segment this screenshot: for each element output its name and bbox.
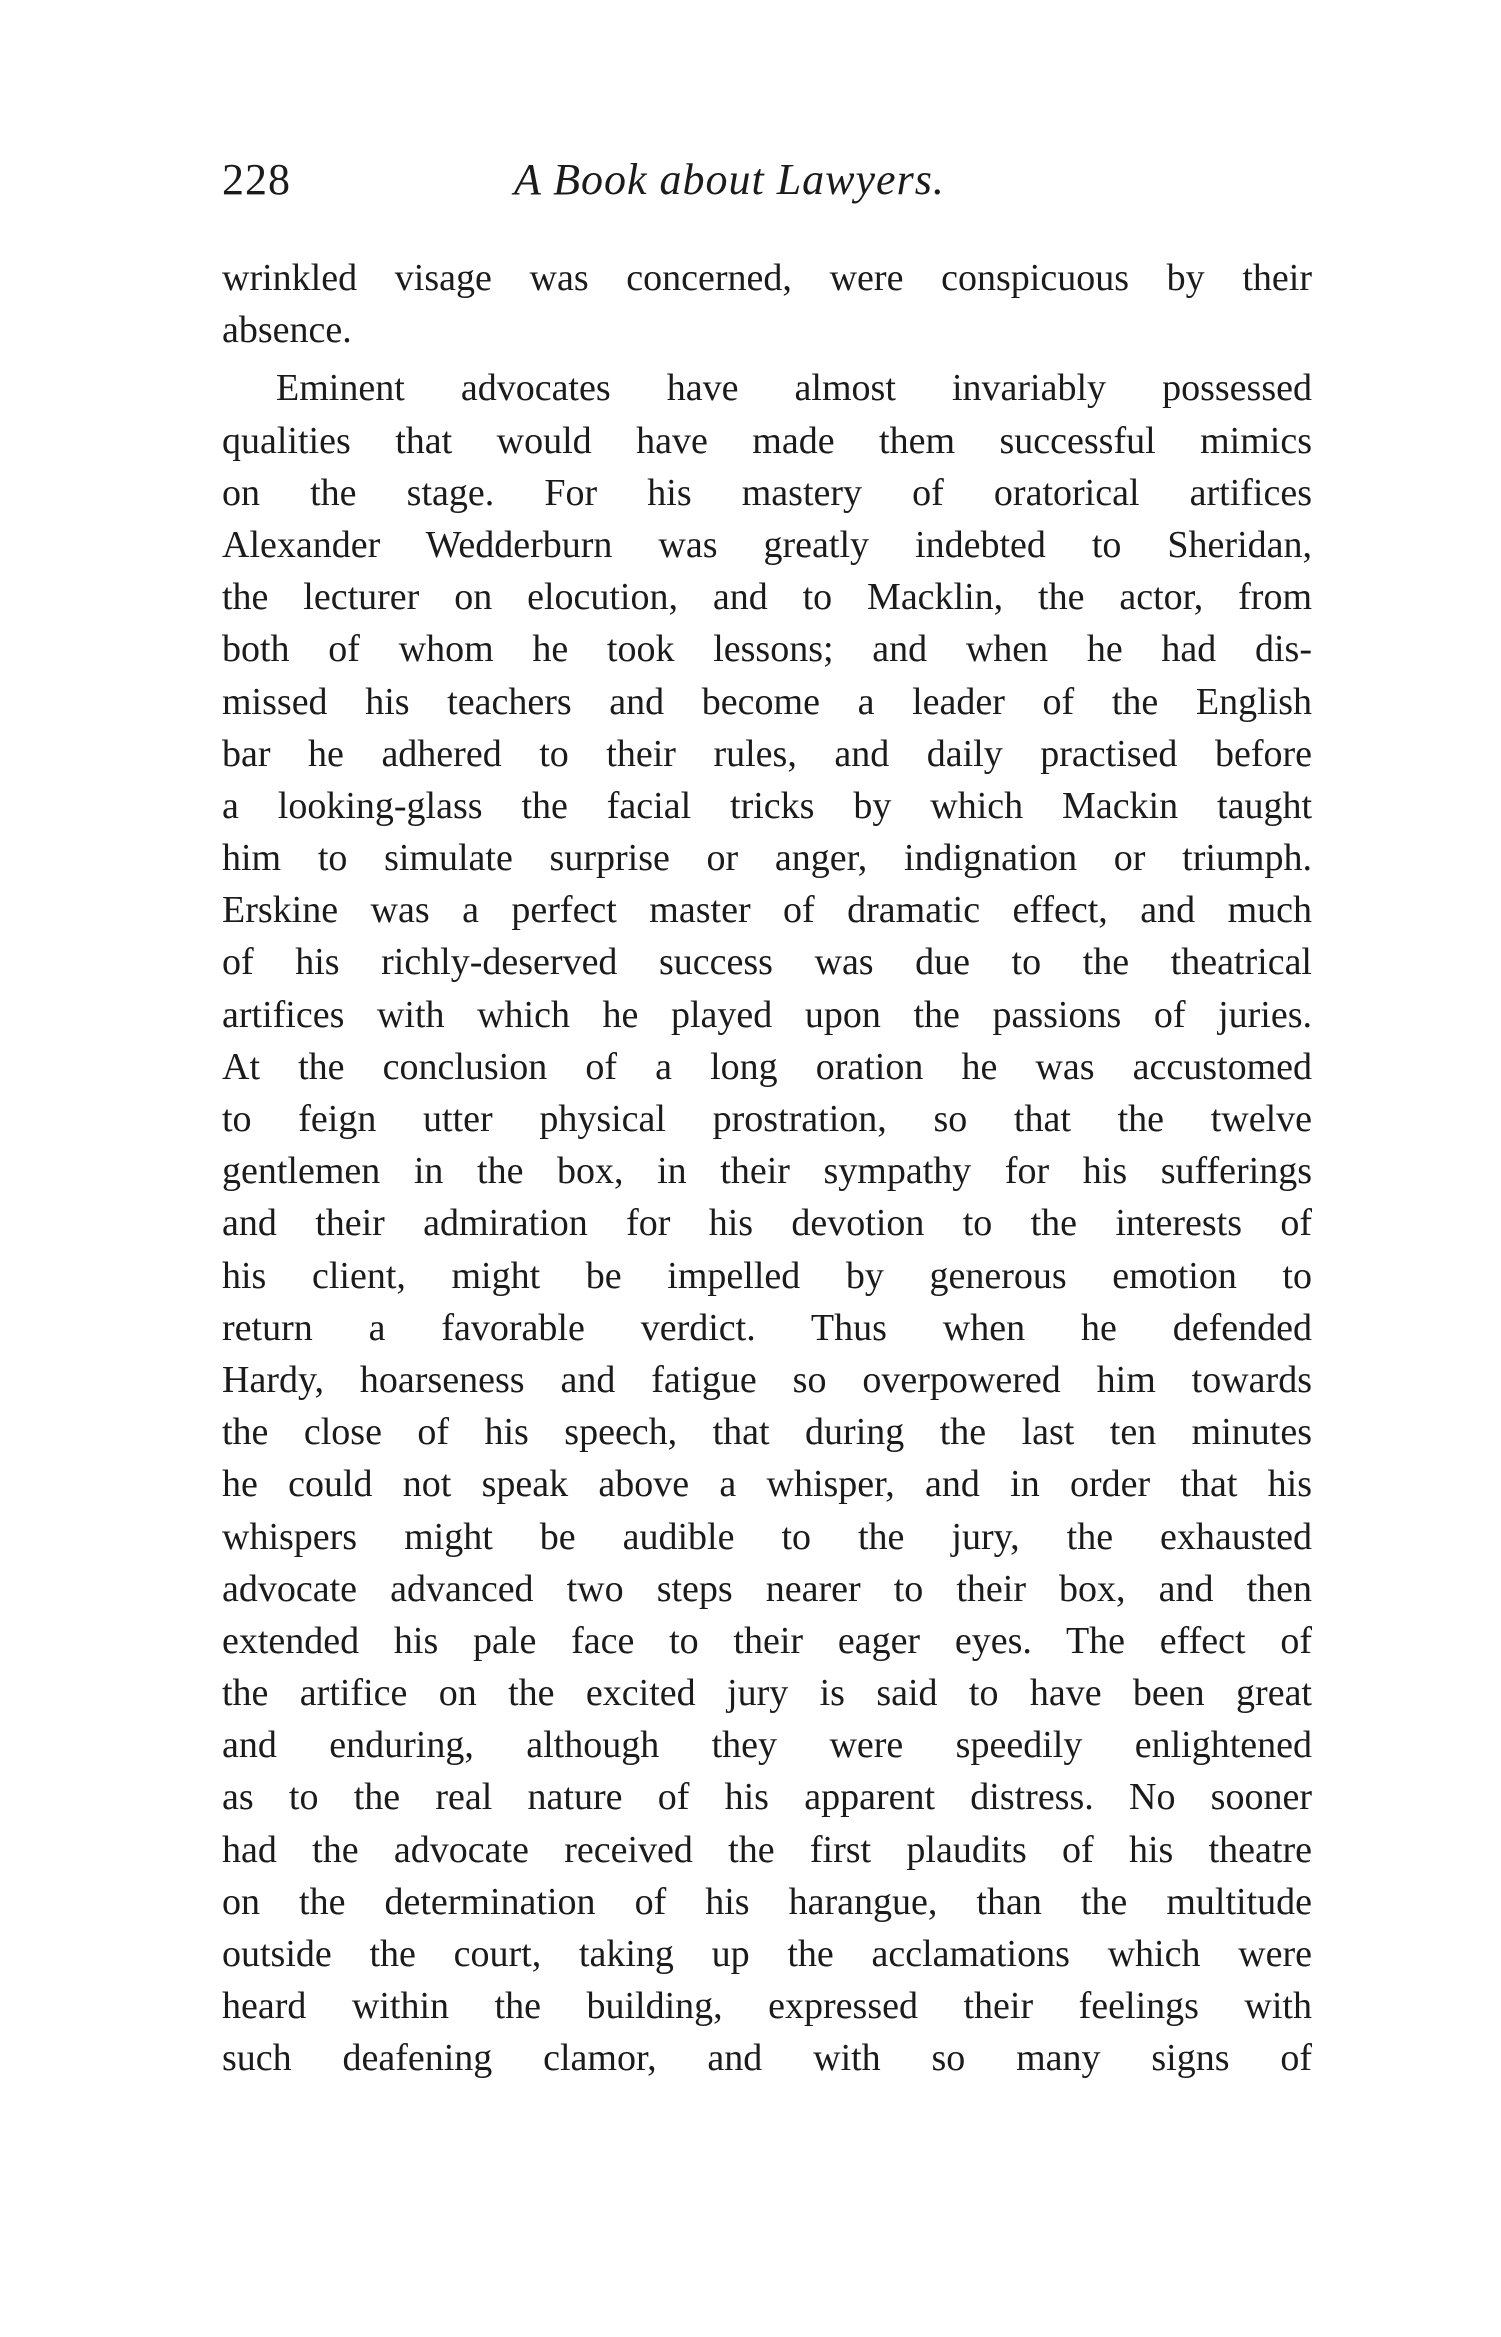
text-line: and enduring, although they were speedily enlightened xyxy=(222,1724,1312,1767)
text-line: artifices with which he played upon the passions of juries. xyxy=(222,993,1312,1036)
text-line: to feign utter physical prostration, so that the twelve xyxy=(222,1098,1312,1140)
text-line: outside the court, taking up the acclamations which were xyxy=(222,1933,1312,1975)
text-line: and their admiration for his devotion to the interests of xyxy=(222,1202,1312,1245)
body-text xyxy=(222,252,1312,2085)
text-line: on the stage. For his mastery of oratorical artifices xyxy=(222,471,1312,514)
text-line: as to the real nature of his apparent distress. No sooner xyxy=(222,1776,1312,1819)
text-line: of his richly-deserved success was due to the theatrical xyxy=(222,941,1312,984)
text-line: the close of his speech, that during the last ten minutes xyxy=(222,1411,1312,1454)
page-number: 228 xyxy=(222,155,291,204)
text-line: extended his pale face to their eager eyes. The effect of xyxy=(222,1619,1312,1662)
text-line: Hardy, hoarseness and fatigue so overpowered him towards xyxy=(222,1358,1312,1401)
text-line: a looking-glass the facial tricks by which Mackin taught xyxy=(222,784,1312,827)
text-line: gentlemen in the box, in their sympathy for his sufferings xyxy=(222,1150,1312,1193)
text-line: advocate advanced two steps nearer to their box, and then xyxy=(222,1567,1312,1610)
text-line: both of whom he took lessons; and when he had dis- xyxy=(222,628,1312,671)
text-line: he could not speak above a whisper, and in order that his xyxy=(222,1463,1312,1506)
text-line: heard within the building, expressed their feelings with xyxy=(222,1985,1312,2028)
text-line: return a favorable verdict. Thus when he defended xyxy=(222,1306,1312,1349)
text-line: At the conclusion of a long oration he was accustomed xyxy=(222,1045,1312,1088)
text-line: such deafening clamor, and with so many signs of xyxy=(222,2037,1312,2080)
text-line: him to simulate surprise or anger, indignation or triumph. xyxy=(222,837,1312,880)
text-line: on the determination of his harangue, than the multitude xyxy=(222,1880,1312,1923)
text-line: the lecturer on elocution, and to Macklin, the actor, from xyxy=(222,576,1312,619)
text-line: bar he adhered to their rules, and daily practised before xyxy=(222,732,1312,775)
text-line: Erskine was a perfect master of dramatic effect, and much xyxy=(222,889,1312,932)
text-line: wrinkled visage was concerned, were conspicuous by their xyxy=(222,257,1312,299)
text-line: missed his teachers and become a leader of the English xyxy=(222,680,1312,723)
text-line: had the advocate received the first plaudits of his theatre xyxy=(222,1828,1312,1871)
text-line: whispers might be audible to the jury, the exhausted xyxy=(222,1515,1312,1558)
text-line: Alexander Wedderburn was greatly indebted to Sheridan, xyxy=(222,523,1312,566)
text-line: Eminent advocates have almost invariably possessed xyxy=(276,367,1312,410)
text-line: absence. xyxy=(222,309,352,352)
text-line: his client, might be impelled by generous emotion to xyxy=(222,1254,1312,1297)
text-line: qualities that would have made them successful mimics xyxy=(222,419,1312,462)
text-line: the artifice on the excited jury is said to have been great xyxy=(222,1672,1312,1715)
running-title: A Book about Lawyers. xyxy=(514,155,945,204)
page-header xyxy=(222,155,1312,218)
